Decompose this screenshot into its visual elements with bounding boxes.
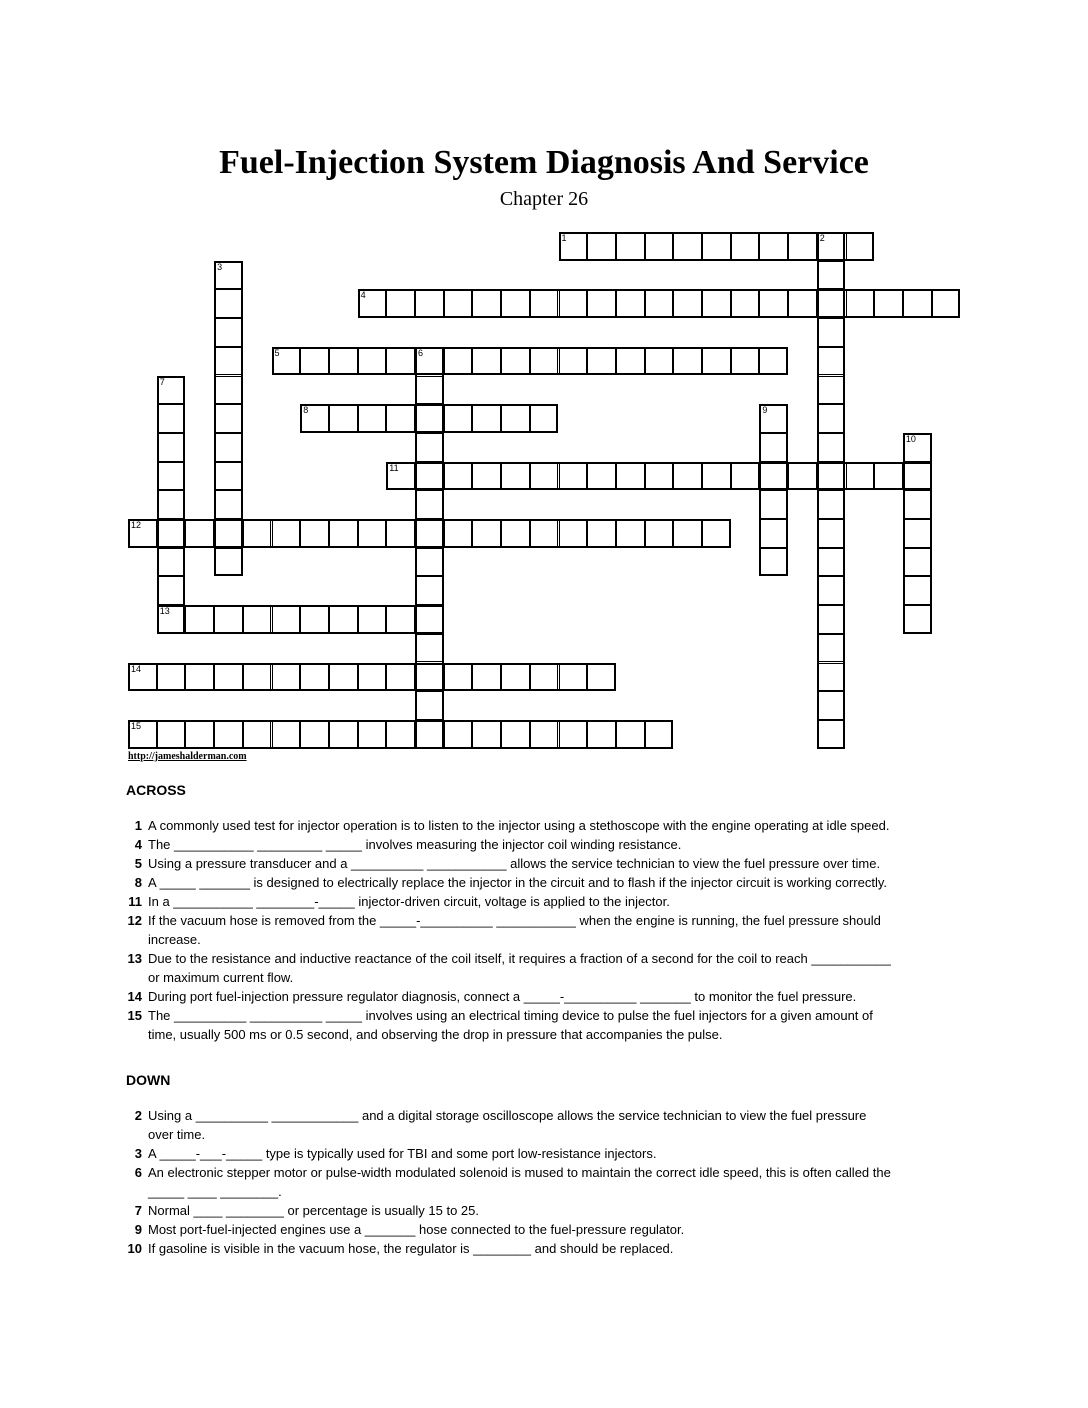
clue-text: Most port-fuel-injected engines use a _______ hose connected to the fuel-pressure regulator. [148, 1222, 685, 1237]
clue-text: Using a __________ ____________ and a digital storage oscilloscope allows the service technician to view the fuel pressure over time. [148, 1108, 867, 1142]
clues-section [122, 782, 892, 1258]
clue-row [122, 892, 892, 911]
grid-number-label: 15 [131, 720, 142, 731]
clue-text: If gasoline is visible in the vacuum hose, the regulator is ________ and should be replaced. [148, 1241, 674, 1256]
down-heading: DOWN [126, 1072, 171, 1088]
grid-number-label: 14 [131, 663, 142, 674]
clue-row [122, 911, 892, 949]
clue-number: 11 [128, 894, 142, 909]
down-clues-list [122, 1106, 892, 1258]
clue-text: A _____-___-_____ type is typically used for TBI and some port low-resistance injectors. [148, 1146, 657, 1161]
crossword-grid [128, 232, 960, 749]
clue-number: 9 [134, 1222, 142, 1237]
grid-number-label: 11 [389, 462, 399, 473]
clue-text: A _____ _______ is designed to electrically replace the injector in the circuit and to flash if the injector circuit is working correctly. [148, 875, 887, 890]
grid-number-label: 4 [360, 290, 366, 301]
word-outline-12-across [128, 519, 731, 548]
clue-number: 10 [127, 1241, 142, 1256]
clue-number: 7 [134, 1203, 142, 1218]
grid-number-label: 9 [762, 405, 768, 416]
word-outline-5-across [272, 347, 789, 376]
clue-number: 2 [134, 1108, 142, 1123]
source-link[interactable]: http://jameshalderman.com [128, 751, 247, 762]
clue-number: 8 [134, 875, 142, 890]
clue-text: Using a pressure transducer and a __________ ___________ allows the service technician to view the fuel pressure over time. [148, 856, 881, 871]
clue-number: 6 [134, 1165, 142, 1180]
grid-number-label: 1 [561, 233, 567, 243]
clue-text: A commonly used test for injector operation is to listen to the injector using a stethoscope with the engine operating at idle speed. [148, 818, 890, 833]
grid-number-label: 10 [905, 433, 916, 444]
clue-number: 4 [134, 837, 142, 852]
clue-row [122, 854, 892, 873]
clue-text: An electronic stepper motor or pulse-width modulated solenoid is mused to maintain the correct idle speed, this is often called the _____ ____ ________. [148, 1165, 891, 1199]
clue-text: The __________ __________ _____ involves using an electrical timing device to pulse the fuel injectors for a given amount of time, usually 500 ms or 0.5 second, and observing the drop in pressure that accompanies the pulse. [148, 1008, 873, 1042]
clue-number: 1 [134, 818, 142, 833]
clue-number: 3 [134, 1146, 142, 1161]
grid-number-label: 5 [274, 347, 280, 358]
clue-row [122, 1144, 892, 1163]
clue-number: 15 [127, 1008, 142, 1023]
grid-number-label: 3 [217, 261, 223, 272]
word-outline-9-down [759, 404, 788, 576]
clue-text: Normal ____ ________ or percentage is usually 15 to 25. [148, 1203, 479, 1218]
clue-row [122, 1239, 892, 1258]
page-title: Fuel-Injection System Diagnosis And Service [219, 144, 869, 181]
clue-row [122, 987, 892, 1006]
across-heading: ACROSS [126, 782, 186, 798]
clue-row [122, 1006, 892, 1044]
clue-number: 13 [127, 951, 142, 966]
clue-row [122, 816, 892, 835]
word-outline-14-across [128, 663, 616, 692]
clue-number: 14 [127, 989, 142, 1004]
grid-number-label: 13 [159, 606, 170, 617]
clue-text: During port fuel-injection pressure regulator diagnosis, connect a _____-__________ _______ to monitor the fuel pressure. [148, 989, 857, 1004]
grid-number-label: 2 [819, 233, 825, 243]
grid-number-label: 7 [159, 376, 165, 387]
word-outline-7-down [157, 376, 186, 634]
clue-row [122, 1106, 892, 1144]
word-outline-15-across [128, 720, 673, 749]
page-subtitle: Chapter 26 [499, 188, 589, 210]
grid-number-label: 6 [418, 347, 424, 358]
word-outline-13-across [157, 605, 444, 634]
clue-row [122, 873, 892, 892]
word-outline-11-across [386, 462, 931, 491]
clue-row [122, 1163, 892, 1201]
clue-text: Due to the resistance and inductive reactance of the coil itself, it requires a fraction of a second for the coil to reach ___________ or maximum current flow. [148, 951, 891, 985]
clue-number: 12 [127, 913, 142, 928]
grid-number-label: 12 [131, 520, 142, 530]
clue-row [122, 949, 892, 987]
clue-row [122, 835, 892, 854]
clue-text: The ___________ _________ _____ involves measuring the injector coil winding resistance. [148, 837, 682, 852]
across-clues-list [122, 816, 892, 1044]
clue-text: In a ___________ ________-_____ injector-driven circuit, voltage is applied to the injector. [148, 894, 670, 909]
clue-row [122, 1201, 892, 1220]
clue-row [122, 1220, 892, 1239]
clue-text: If the vacuum hose is removed from the _____-__________ ___________ when the engine is running, the fuel pressure should increase. [148, 913, 881, 947]
clue-number: 5 [134, 856, 142, 871]
word-outline-4-across [358, 289, 961, 318]
grid-number-label: 8 [303, 405, 309, 416]
word-outline-8-across [300, 404, 558, 433]
